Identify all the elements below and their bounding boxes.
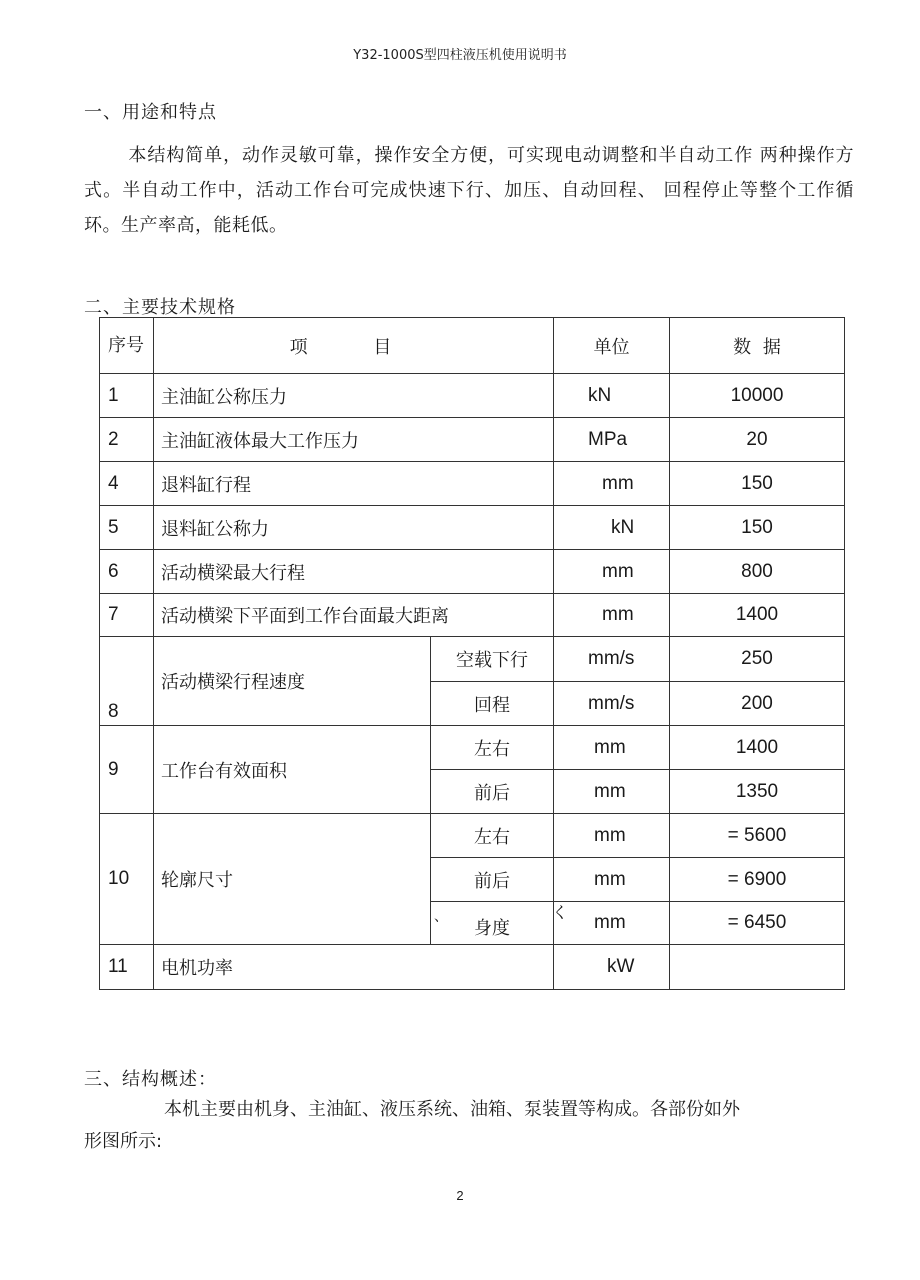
table-row — [100, 814, 845, 858]
row-unit: mm — [554, 770, 670, 814]
mark-right: く — [551, 903, 568, 922]
row-value: = 6450 — [670, 902, 845, 945]
row-seq: 8 — [100, 637, 154, 726]
row-subitem — [431, 902, 568, 945]
table-row — [100, 418, 845, 462]
page-number: 2 — [456, 1188, 464, 1203]
row-value: 150 — [670, 506, 845, 550]
row-value: = 6900 — [670, 858, 845, 902]
row-item: 主油缸公称压力 — [154, 374, 554, 418]
section1-body: 本结构简单，动作灵敏可靠，操作安全方便，可实现电动调整和半自动工作 两种操作方式。半自动工作中，活动工作台可完成快速下行、加压、自动回程、 回程停止等整个工作循环。生产率高，能耗低。 — [84, 145, 854, 236]
table-row — [100, 374, 845, 418]
spec-table — [99, 317, 845, 990]
section3-body-line1: 本机主要由机身、主油缸、液压系统、油箱、泵装置等构成。各部份如外 — [164, 1099, 740, 1120]
row-seq: 10 — [100, 814, 154, 945]
row-unit: MPa — [554, 418, 670, 462]
row-unit: kN — [554, 506, 670, 550]
table-row — [100, 462, 845, 506]
document-header: Y32-1000S型四柱液压机使用说明书 — [353, 48, 567, 63]
table-row — [100, 594, 845, 637]
section1-paragraph — [84, 138, 854, 243]
row-seq: 6 — [100, 550, 154, 594]
row-value: 250 — [670, 637, 845, 682]
row-unit: mm — [554, 814, 670, 858]
row-seq: 2 — [100, 418, 154, 462]
row-subitem: 前后 — [431, 770, 554, 814]
table-row — [100, 945, 845, 990]
row-value: 1400 — [670, 726, 845, 770]
row-item: 活动横梁行程速度 — [154, 637, 431, 726]
section3-heading: 三、结构概述： — [84, 1069, 217, 1090]
row-seq: 1 — [100, 374, 154, 418]
row-item: 电机功率 — [154, 945, 554, 990]
row-unit: mm — [554, 462, 670, 506]
table-header-row — [100, 318, 845, 374]
section3-body-line2: 形图所示: — [84, 1131, 163, 1152]
header-value: 数 据 — [670, 318, 845, 374]
row-subitem: 空载下行 — [431, 637, 554, 682]
row-seq: 5 — [100, 506, 154, 550]
table-row — [100, 506, 845, 550]
row-value: 10000 — [670, 374, 845, 418]
row-value: 150 — [670, 462, 845, 506]
section2-heading: 二、主要技术规格 — [84, 297, 236, 318]
row-value: 800 — [670, 550, 845, 594]
row-unit: mm/s — [554, 637, 670, 682]
row-subitem: 左右 — [431, 814, 554, 858]
section3-paragraph — [84, 1094, 784, 1158]
row-subitem: 回程 — [431, 682, 554, 726]
table-row — [100, 726, 845, 770]
row-unit: mm/s — [554, 682, 670, 726]
row-unit: mm — [554, 594, 670, 637]
row-seq: 4 — [100, 462, 154, 506]
row-subitem: 左右 — [431, 726, 554, 770]
section1-heading: 一、用途和特点 — [84, 102, 217, 123]
row-unit: mm — [554, 726, 670, 770]
row-item: 工作台有效面积 — [154, 726, 431, 814]
row-item: 活动横梁下平面到工作台面最大距离 — [154, 594, 554, 637]
row-unit: kN — [554, 374, 670, 418]
row-unit: mm — [554, 858, 670, 902]
row-item: 退料缸行程 — [154, 462, 554, 506]
header-unit: 单位 — [554, 318, 670, 374]
row-subitem: 前后 — [431, 858, 554, 902]
row-seq: 9 — [100, 726, 154, 814]
row-value: = 5600 — [670, 814, 845, 858]
row-seq: 11 — [100, 945, 154, 990]
row-item: 退料缸公称力 — [154, 506, 554, 550]
row-subitem-text: 身度 — [474, 918, 510, 939]
row-unit: kW — [554, 945, 670, 990]
row-item: 轮廓尺寸 — [154, 814, 431, 945]
row-item: 活动横梁最大行程 — [154, 550, 554, 594]
row-seq: 7 — [100, 594, 154, 637]
row-unit: mm — [554, 550, 670, 594]
row-value — [670, 945, 845, 990]
row-value: 200 — [670, 682, 845, 726]
table-row — [100, 637, 845, 682]
row-item: 主油缸液体最大工作压力 — [154, 418, 554, 462]
header-item: 项 目 — [154, 318, 554, 374]
header-seq: 序号 — [100, 318, 154, 374]
row-value: 20 — [670, 418, 845, 462]
row-value: 1400 — [670, 594, 845, 637]
mark-left: 、 — [434, 909, 448, 925]
row-value: 1350 — [670, 770, 845, 814]
row-unit: mm — [554, 902, 670, 945]
table-row — [100, 550, 845, 594]
